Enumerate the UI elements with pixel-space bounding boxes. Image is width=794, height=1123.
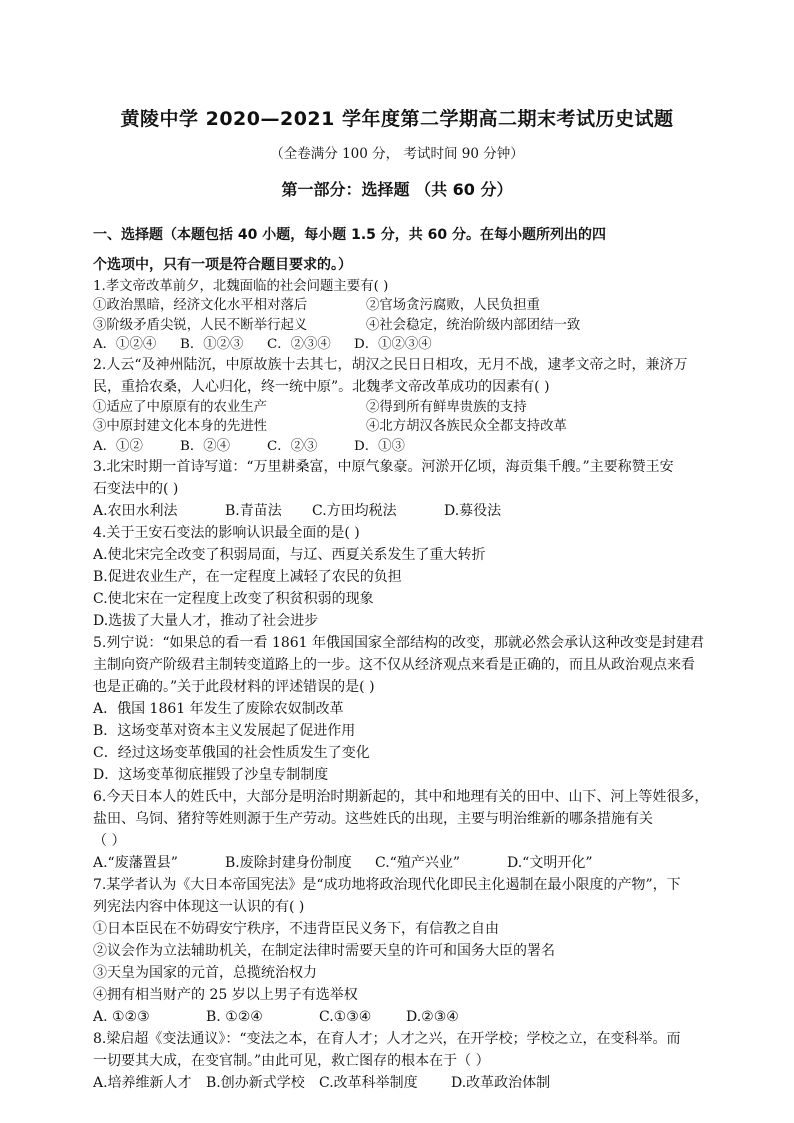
option-b: B.创办新式学校 <box>206 1074 305 1091</box>
option-d: D．①③ <box>354 438 405 454</box>
statement-row <box>93 316 705 335</box>
question-5 <box>93 632 705 786</box>
options-row <box>93 500 705 522</box>
option-a: A．①②④ <box>93 336 157 352</box>
question-stem: 2.人云“及神州陆沉，中原故族十去其七，胡汉之民日日相攻，无月不战，逮孝文帝之时，兼济万 <box>93 357 688 373</box>
statement-row <box>93 296 705 315</box>
exam-subtitle: （全卷满分 100 分， 考试时间 90 分钟） <box>270 146 524 162</box>
options-row <box>93 1006 705 1028</box>
exam-title: 黄陵中学 2020—2021 学年度第二学期高二期末考试历史试题 <box>120 108 674 130</box>
options-row <box>93 1072 705 1094</box>
option-a: A.“废藩置县” <box>93 854 178 871</box>
option-a: A．①② <box>93 438 143 454</box>
option-b: B．这场变革对资本主义发展起了促进作用 <box>93 722 356 739</box>
statement: ③阶级矛盾尖锐，人民不断举行起义 <box>93 317 308 333</box>
option-a: A．俄国 1861 年发生了废除农奴制改革 <box>93 700 344 717</box>
option-a: A.农田水利法 <box>93 502 178 519</box>
option-c: C．经过这场变革俄国的社会性质发生了变化 <box>93 744 370 761</box>
question-stem: 1.孝文帝改革前夕，北魏面临的社会问题主要有( ) <box>93 279 389 294</box>
question-8 <box>93 1028 705 1094</box>
option-b: B．②④ <box>180 438 231 454</box>
option-a: A. ①②③ <box>93 1008 150 1025</box>
option-b: B．①②③ <box>180 336 244 352</box>
options-row <box>93 437 705 456</box>
question-4 <box>93 522 705 632</box>
statement: ④北方胡汉各族民众全都支持改革 <box>366 419 567 435</box>
statement: ③中原封建文化本身的先进性 <box>93 419 268 435</box>
question-stem: 列宪法内容中体现这一认识的有( ) <box>93 898 305 915</box>
options-row <box>93 335 705 354</box>
section-instruction-line1: 一、选择题（本题包括 40 小题，每小题 1.5 分，共 60 分。在每小题所列出的四 <box>93 227 607 243</box>
option-c: C.方田均税法 <box>312 502 397 519</box>
question-7 <box>93 874 705 1028</box>
statement-row <box>93 398 705 417</box>
questions-body <box>93 277 709 1094</box>
options-row <box>93 852 705 874</box>
option-d: D．①②③④ <box>354 336 432 352</box>
statement: ②议会作为立法辅助机关，在制定法律时需要天皇的许可和国务大臣的署名 <box>93 942 555 959</box>
option-c: C.①③④ <box>319 1008 372 1025</box>
question-6 <box>93 786 709 874</box>
option-c: C.“殖产兴业” <box>375 854 460 871</box>
statement: ②得到所有鲜卑贵族的支持 <box>366 400 527 415</box>
option-b: B.促进农业生产，在一定程度上减轻了农民的负担 <box>93 568 402 585</box>
statement-row <box>93 417 705 436</box>
option-c: C．②③④ <box>267 336 331 352</box>
statement: ③天皇为国家的元首，总揽统治权力 <box>93 964 317 981</box>
question-stem: 主制向资产阶级君主制转变道路上的一步。这不仅从经济观点来看是正确的，而且从政治观点来看 <box>93 656 695 673</box>
option-d: D.“文明开化” <box>507 854 593 871</box>
option-d: D.改革政治体制 <box>451 1074 551 1091</box>
statement: ①适应了中原原有的农业生产 <box>93 400 268 415</box>
statement: ④拥有相当财产的 25 岁以上男子有选举权 <box>93 986 358 1003</box>
option-c: C.改革科举制度 <box>319 1074 418 1091</box>
part-heading: 第一部分：选择题 （共 60 分） <box>281 180 513 199</box>
option-b: B.青苗法 <box>225 502 282 519</box>
question-stem: 盐田、乌饲、猪狩等姓则源于生产劳动。这些姓氏的出现，主要与明治维新的哪条措施有关 <box>93 810 653 827</box>
section-instruction-line2: 个选项中，只有一项是符合题目要求的。） <box>93 257 352 273</box>
question-stem: 8.梁启超《变法通议》：“变法之本，在育人才；人才之兴，在开学校；学校之立，在变科举。而 <box>93 1030 681 1047</box>
option-d: D.募役法 <box>444 502 502 519</box>
statement: ②官场贪污腐败，人民负担重 <box>366 298 541 314</box>
statement: ④社会稳定，统治阶级内部团结一致 <box>366 317 581 333</box>
question-stem: 5.列宁说：“如果总的看一看 1861 年俄国国家全部结构的改变，那就必然会承认这种改变是封建君 <box>93 634 705 651</box>
question-stem: （ ） <box>93 832 126 849</box>
option-b: B.废除封建身份制度 <box>225 854 352 871</box>
question-stem: 6.今天日本人的姓氏中，大部分是明治时期新起的，其中和地理有关的田中、山下、河上等姓很多， <box>93 788 709 805</box>
option-c: C.使北宋在一定程度上改变了积贫积弱的现象 <box>93 590 374 607</box>
option-d: D.选拔了大量人才，推动了社会进步 <box>93 612 319 629</box>
statement: ①日本臣民在不妨碍安宁秩序，不违背臣民义务下，有信教之自由 <box>93 920 499 937</box>
question-stem: 4.关于王安石变法的影响认识最全面的是( ) <box>93 524 360 541</box>
question-stem: 7.某学者认为《大日本帝国宪法》是“成功地将政治现代化即民主化遏制在最小限度的产物”，下 <box>93 876 681 893</box>
question-stem: 也是正确的。”关于此段材料的评述错误的是( ) <box>93 678 375 695</box>
question-stem: 民，重拾农桑，人心归化，终一统中原”。北魏孝文帝改革成功的因素有( ) <box>93 379 550 395</box>
option-b: B. ①②④ <box>206 1008 263 1025</box>
question-stem: 3.北宋时期一首诗写道：“万里耕桑富，中原气象豪。河淤开亿顷，海贡集千艘。”主要称赞王安 <box>93 458 674 475</box>
question-1 <box>93 277 705 354</box>
statement: ①政治黑暗，经济文化水平相对落后 <box>93 298 308 314</box>
question-stem: 石变法中的( ) <box>93 480 179 497</box>
option-a: A.培养维新人才 <box>93 1074 192 1091</box>
question-2 <box>93 354 705 456</box>
option-d: D.②③④ <box>406 1008 459 1025</box>
option-c: C．②③ <box>267 438 318 454</box>
option-a: A.使北宋完全改变了积弱局面，与辽、西夏关系发生了重大转折 <box>93 546 486 563</box>
question-3 <box>93 456 705 522</box>
question-stem: 一切要其大成，在变官制。”由此可见，救亡图存的根本在于（ ） <box>93 1052 490 1069</box>
option-d: D．这场变革彻底摧毁了沙皇专制制度 <box>93 766 329 783</box>
